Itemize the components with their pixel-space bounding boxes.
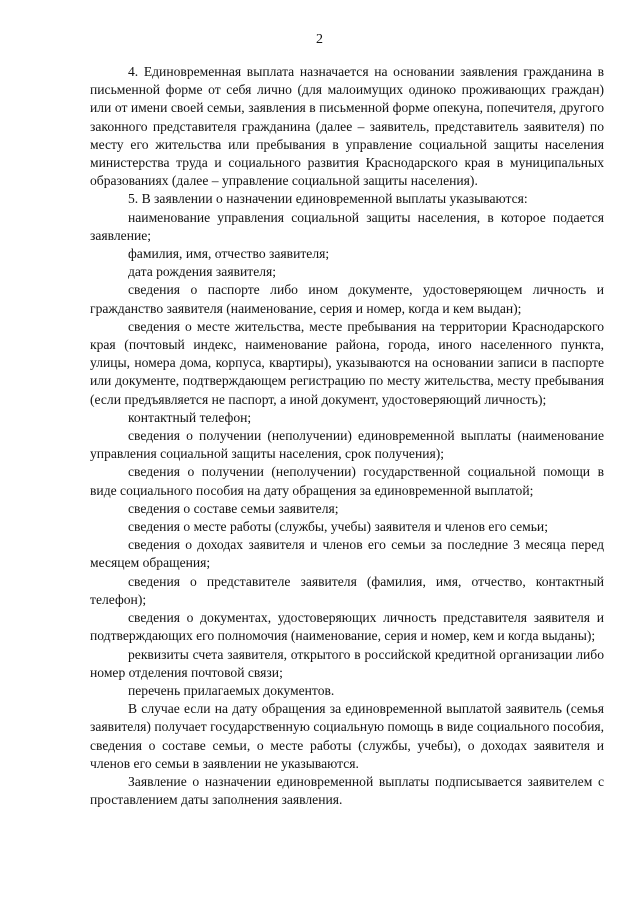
- list-item: реквизиты счета заявителя, открытого в российской кредитной организации либо номер отделения почтовой связи;: [90, 646, 604, 680]
- signature-paragraph: Заявление о назначении единовременной выплаты подписывается заявителем с проставлением даты заполнения заявления.: [90, 773, 604, 808]
- list-item: перечень прилагаемых документов.: [128, 682, 335, 698]
- document-body: [90, 63, 604, 809]
- list-item: наименование управления социальной защиты населения, в которое подается заявление;: [90, 209, 604, 243]
- list-item: фамилия, имя, отчество заявителя;: [128, 246, 330, 262]
- paragraph-5-intro: 5. В заявлении о назначении единовременной выплаты указываются:: [128, 191, 528, 207]
- list-item: сведения о составе семьи заявителя;: [128, 500, 339, 516]
- page-number: 2: [316, 32, 323, 47]
- list-item: дата рождения заявителя;: [128, 264, 277, 280]
- list-item: сведения о месте работы (службы, учебы) заявителя и членов его семьи;: [128, 519, 548, 535]
- paragraph-4: 4. Единовременная выплата назначается на основании заявления гражданина в письменной форме от себя лично (для малоимущих одиноко проживающих граждан) или от имени своей семьи, заявления в письменной форме опекуна, попечителя, другого законного представителя гражданина (далее – заявитель, представитель заявителя) по месту его жительства или пребывания в управление социальной защиты населения министерства труда и социального развития Краснодарского края в муниципальных образованиях (далее – управление социальной защиты населения).: [90, 64, 604, 189]
- list-item: сведения о получении (неполучении) единовременной выплаты (наименование управления социальной защиты населения, срок получения);: [90, 428, 604, 462]
- exception-paragraph: В случае если на дату обращения за единовременной выплатой заявитель (семья заявителя) получает государственную социальную помощь в виде социального пособия, сведения о составе семьи, о месте работы (службы, учебы), о доходах заявителя и членов его семьи в заявлении не указываются.: [90, 701, 604, 771]
- list-item: сведения о представителе заявителя (фамилия, имя, отчество, контактный телефон);: [90, 573, 604, 607]
- list-item: сведения о месте жительства, месте пребывания на территории Краснодарского края (почтовый индекс, наименование района, города, иного населенного пункта, улицы, номера дома, корпуса, квартиры), указываются на основании записи в паспорте или документе, подтверждающем регистрацию по месту жительства, месту пребывания (если предъявляется не паспорт, а иной документ, удостоверяющий личность);: [90, 318, 604, 407]
- list-item: сведения о доходах заявителя и членов его семьи за последние 3 месяца перед месяцем обращения;: [90, 537, 604, 571]
- list-item: сведения о паспорте либо ином документе, удостоверяющем личность и гражданство заявителя (наименование, серия и номер, когда и кем выдан);: [90, 282, 604, 316]
- list-item: сведения о документах, удостоверяющих личность представителя заявителя и подтверждающих его полномочия (наименование, серия и номер, кем и когда выданы);: [90, 610, 604, 644]
- list-item: сведения о получении (неполучении) государственной социальной помощи в виде социального пособия на дату обращения за единовременной выплатой;: [90, 464, 604, 498]
- list-item: контактный телефон;: [128, 409, 252, 425]
